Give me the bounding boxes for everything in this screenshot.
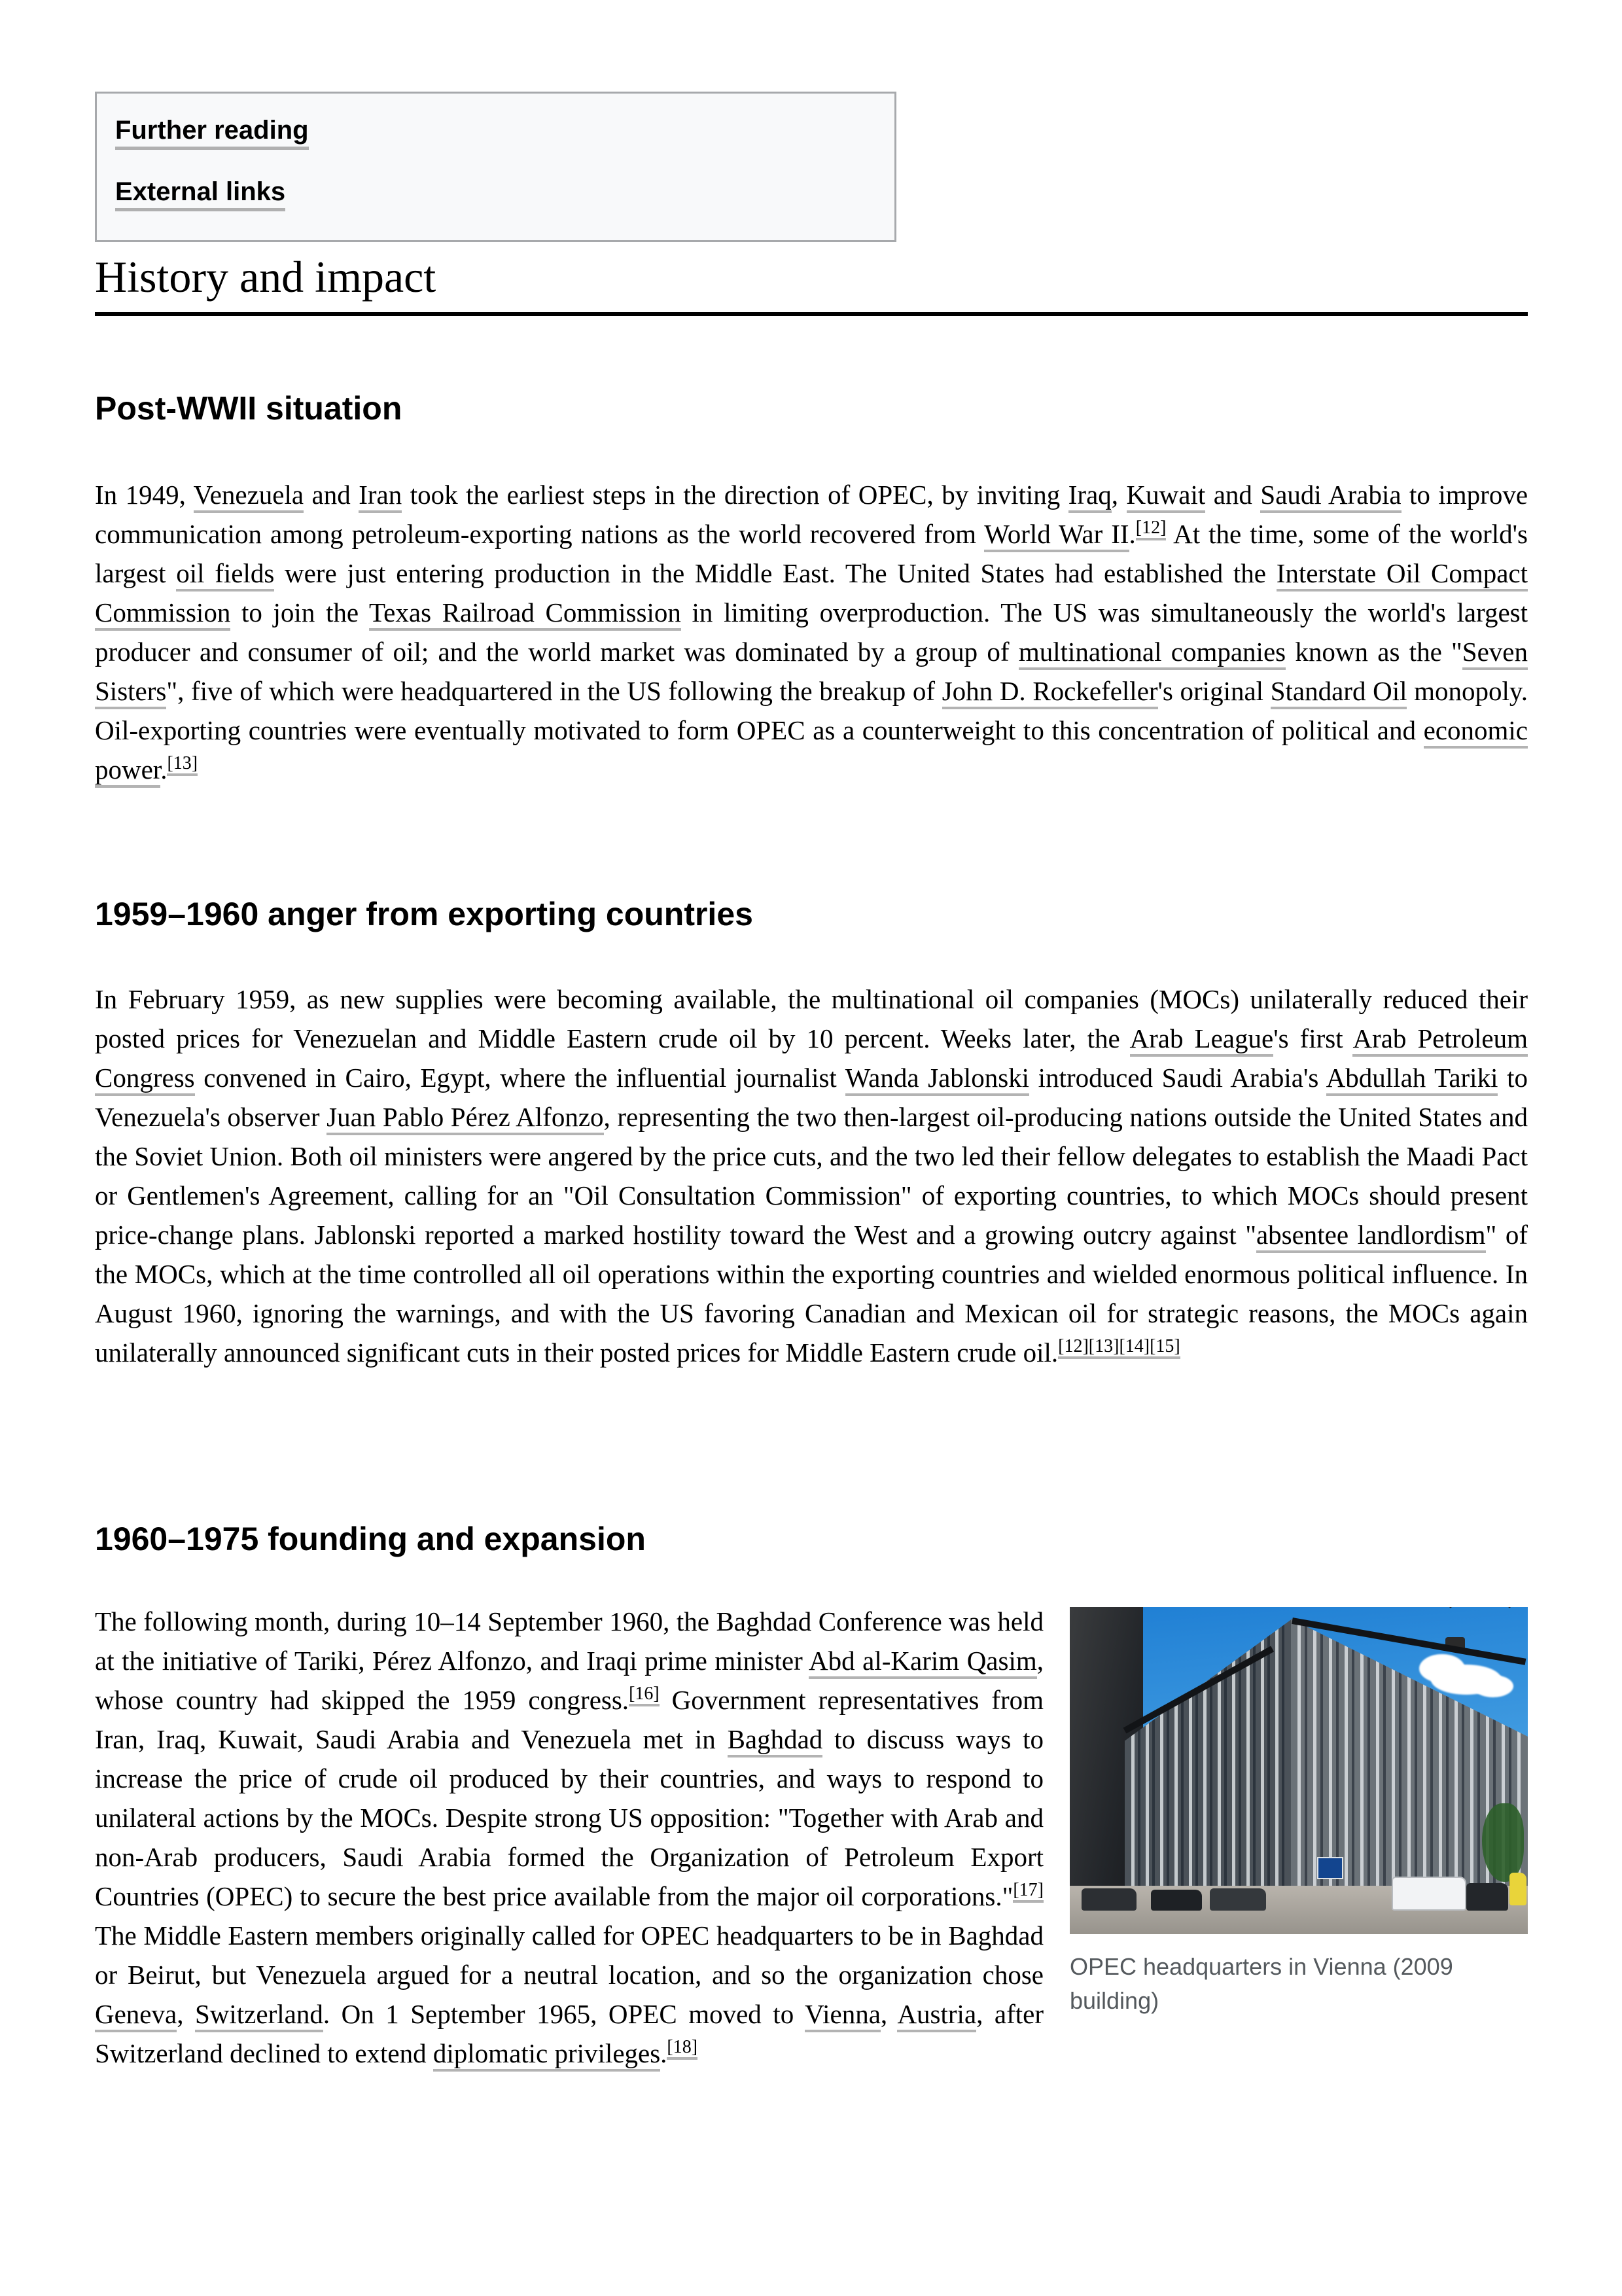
reference-marker-12b[interactable]: [12]	[1058, 1336, 1089, 1359]
link-geneva[interactable]: Geneva	[95, 1999, 177, 2032]
text-run: and	[1205, 480, 1261, 510]
link-multinational-companies[interactable]: multinational companies	[1019, 637, 1286, 670]
text-run: . On 1 September 1965, OPEC moved to	[323, 1999, 805, 2029]
text-run: .	[660, 2038, 667, 2068]
reference-marker-16[interactable]: [16]	[629, 1684, 660, 1706]
reference-marker-14[interactable]: [14]	[1119, 1336, 1150, 1359]
link-switzerland[interactable]: Switzerland	[195, 1999, 323, 2032]
toc-item-further-reading[interactable]: Further reading	[115, 117, 309, 150]
text-run: were just entering production in the Middle East. The United States had established the	[274, 558, 1277, 588]
text-run: " of the MOCs, which at the time controlled all oil operations within the exporting countries and wielded enormous political influence. In August 1960, ignoring the warnings, and with the US favoring Canadian and Mexican oil for strategic reasons, the MOCs again unilaterally announced significant cuts in their posted prices for Middle Eastern crude oil.	[95, 1220, 1528, 1368]
link-iraq[interactable]: Iraq	[1068, 480, 1112, 513]
text-run: known as the "	[1286, 637, 1462, 667]
text-run: took the earliest steps in the direction of OPEC, by inviting	[402, 480, 1068, 510]
reference-marker-13b[interactable]: [13]	[1089, 1336, 1120, 1359]
link-abd-al-karim-qasim[interactable]: Abd al-Karim Qasim	[809, 1646, 1037, 1679]
link-arab-petroleum-congress[interactable]: Arab Petroleum Congress	[95, 1023, 1528, 1096]
link-diplomatic-privileges[interactable]: diplomatic privileges	[433, 2038, 660, 2072]
figure-caption: OPEC headquarters in Vienna (2009 building)	[1070, 1953, 1453, 2014]
parked-van	[1392, 1877, 1466, 1911]
text-run: to improve communication among petroleum-exporting nations as the world recovered from	[95, 480, 1528, 549]
section-heading-history-and-impact: History and impact	[95, 253, 1528, 316]
link-vienna[interactable]: Vienna	[805, 1999, 881, 2032]
text-run: to join the	[230, 597, 369, 627]
link-seven-sisters[interactable]: Seven Sisters	[95, 637, 1528, 709]
text-run: , representing the two then-largest oil-producing nations outside the United States and the Soviet Union. Both oil ministers were angered by the price cuts, and the two led their fellow delegates to establish the Maadi Pact or Gentlemen's Agreement, calling for an "Oil Consultation Commission" of exporting countries, to which MOCs should present price-change plans. Jablonski reported a marked hostility toward the West and a growing outcry against "	[95, 1102, 1528, 1250]
toc-item-external-links[interactable]: External links	[115, 179, 285, 211]
text-run: ", five of which were headquartered in the US following the breakup of	[166, 676, 942, 706]
text-run: 's first	[1273, 1023, 1353, 1053]
reference-marker-12[interactable]: [12]	[1136, 518, 1167, 540]
link-wanda-jablonski[interactable]: Wanda Jablonski	[845, 1063, 1029, 1096]
yellow-vehicle	[1509, 1873, 1526, 1905]
text-run: , after Switzerland declined to extend	[95, 1999, 1044, 2068]
text-run: monopoly. Oil-exporting countries were eventually motivated to form OPEC as a counterweight to this concentration of political and	[95, 676, 1528, 745]
text-run: ,	[1111, 480, 1127, 510]
text-run: introduced Saudi Arabia's	[1029, 1063, 1326, 1093]
text-run: .	[1129, 519, 1136, 549]
parked-car	[1151, 1890, 1202, 1911]
entrance-sign	[1317, 1857, 1343, 1879]
link-world-war-ii[interactable]: World War II	[984, 519, 1129, 552]
text-run: Government representatives from Iran, Iraq, Kuwait, Saudi Arabia and Venezuela met in	[95, 1685, 1044, 1754]
text-run: The Middle Eastern members originally called for OPEC headquarters to be in Baghdad or Beirut, but Venezuela argued for a neutral location, and so the organization chose	[95, 1920, 1044, 1990]
text-run: , whose country had skipped the 1959 congress.	[95, 1646, 1044, 1715]
parked-car	[1466, 1883, 1508, 1911]
text-run: At the time, some of the world's largest	[95, 519, 1528, 588]
building-face-left	[1125, 1619, 1292, 1909]
link-john-d-rockefeller[interactable]: John D. Rockefeller	[942, 676, 1158, 709]
parked-car	[1210, 1888, 1266, 1911]
link-kuwait[interactable]: Kuwait	[1127, 480, 1206, 513]
text-run: 's original	[1157, 676, 1271, 706]
link-interstate-oil-compact-commission[interactable]: Interstate Oil Compact Commission	[95, 558, 1528, 631]
paragraph-post-wwii	[95, 475, 1528, 789]
reference-marker-17[interactable]: [17]	[1013, 1880, 1044, 1903]
image-opec-headquarters-vienna	[1070, 1607, 1528, 1934]
link-absentee-landlordism[interactable]: absentee landlordism	[1256, 1220, 1486, 1253]
link-arab-league[interactable]: Arab League	[1130, 1023, 1274, 1057]
text-run: In February 1959, as new supplies were becoming available, the multinational oil companies (MOCs) unilaterally reduced their posted prices for Venezuelan and Middle Eastern crude oil by 10 percent. Weeks later, the	[95, 984, 1528, 1053]
text-run: in limiting overproduction. The US was simultaneously the world's largest producer and consumer of oil; and the world market was dominated by a group of	[95, 597, 1528, 667]
subsection-heading-1960-1975: 1960–1975 founding and expansion	[95, 1521, 646, 1557]
text-run: In 1949,	[95, 480, 194, 510]
text-run: .	[160, 754, 167, 785]
text-run: to Venezuela's observer	[95, 1063, 1528, 1132]
text-run: ,	[177, 1999, 195, 2029]
reference-marker-13[interactable]: [13]	[167, 753, 198, 776]
paragraph-1960-1975-block	[95, 1602, 1528, 2073]
text-run: and	[304, 480, 359, 510]
subsection-heading-1959-1960: 1959–1960 anger from exporting countries	[95, 896, 753, 932]
reference-marker-18[interactable]: [18]	[667, 2037, 697, 2060]
link-oil-fields[interactable]: oil fields	[176, 558, 274, 592]
link-baghdad[interactable]: Baghdad	[728, 1724, 823, 1757]
link-economic-power[interactable]: economic power	[95, 715, 1528, 788]
text-run: ,	[880, 1999, 898, 2029]
text-run: The following month, during 10–14 September 1960, the Baghdad Conference was held at the initiative of Tariki, Pérez Alfonzo, and Iraqi prime minister	[95, 1606, 1044, 1676]
link-saudi-arabia[interactable]: Saudi Arabia	[1260, 480, 1401, 513]
link-texas-railroad-commission[interactable]: Texas Railroad Commission	[369, 597, 681, 631]
text-run: convened in Cairo, Egypt, where the influential journalist	[194, 1063, 845, 1093]
table-of-contents-box	[95, 92, 896, 242]
figure-opec-headquarters	[1070, 1607, 1528, 2018]
reference-marker-15[interactable]: [15]	[1150, 1336, 1180, 1359]
link-austria[interactable]: Austria	[897, 1999, 976, 2032]
link-iran[interactable]: Iran	[359, 480, 402, 513]
link-standard-oil[interactable]: Standard Oil	[1271, 676, 1407, 709]
tree-foliage	[1482, 1803, 1524, 1882]
text-run: to discuss ways to increase the price of crude oil produced by their countries, and ways to respond to unilateral actions by the MOCs. Despite strong US opposition: "Together with Arab and non-Arab producers, Saudi Arabia formed the Organization of Petroleum Export Countries (OPEC) to secure the best price available from the major oil corporations."	[95, 1724, 1044, 1911]
link-venezuela[interactable]: Venezuela	[194, 480, 304, 513]
parked-car	[1082, 1888, 1137, 1911]
link-abdullah-tariki[interactable]: Abdullah Tariki	[1326, 1063, 1498, 1096]
link-juan-pablo-perez-alfonzo[interactable]: Juan Pablo Pérez Alfonzo	[326, 1102, 603, 1135]
paragraph-1959-1960	[95, 980, 1528, 1372]
subsection-heading-post-wwii: Post-WWII situation	[95, 390, 402, 427]
